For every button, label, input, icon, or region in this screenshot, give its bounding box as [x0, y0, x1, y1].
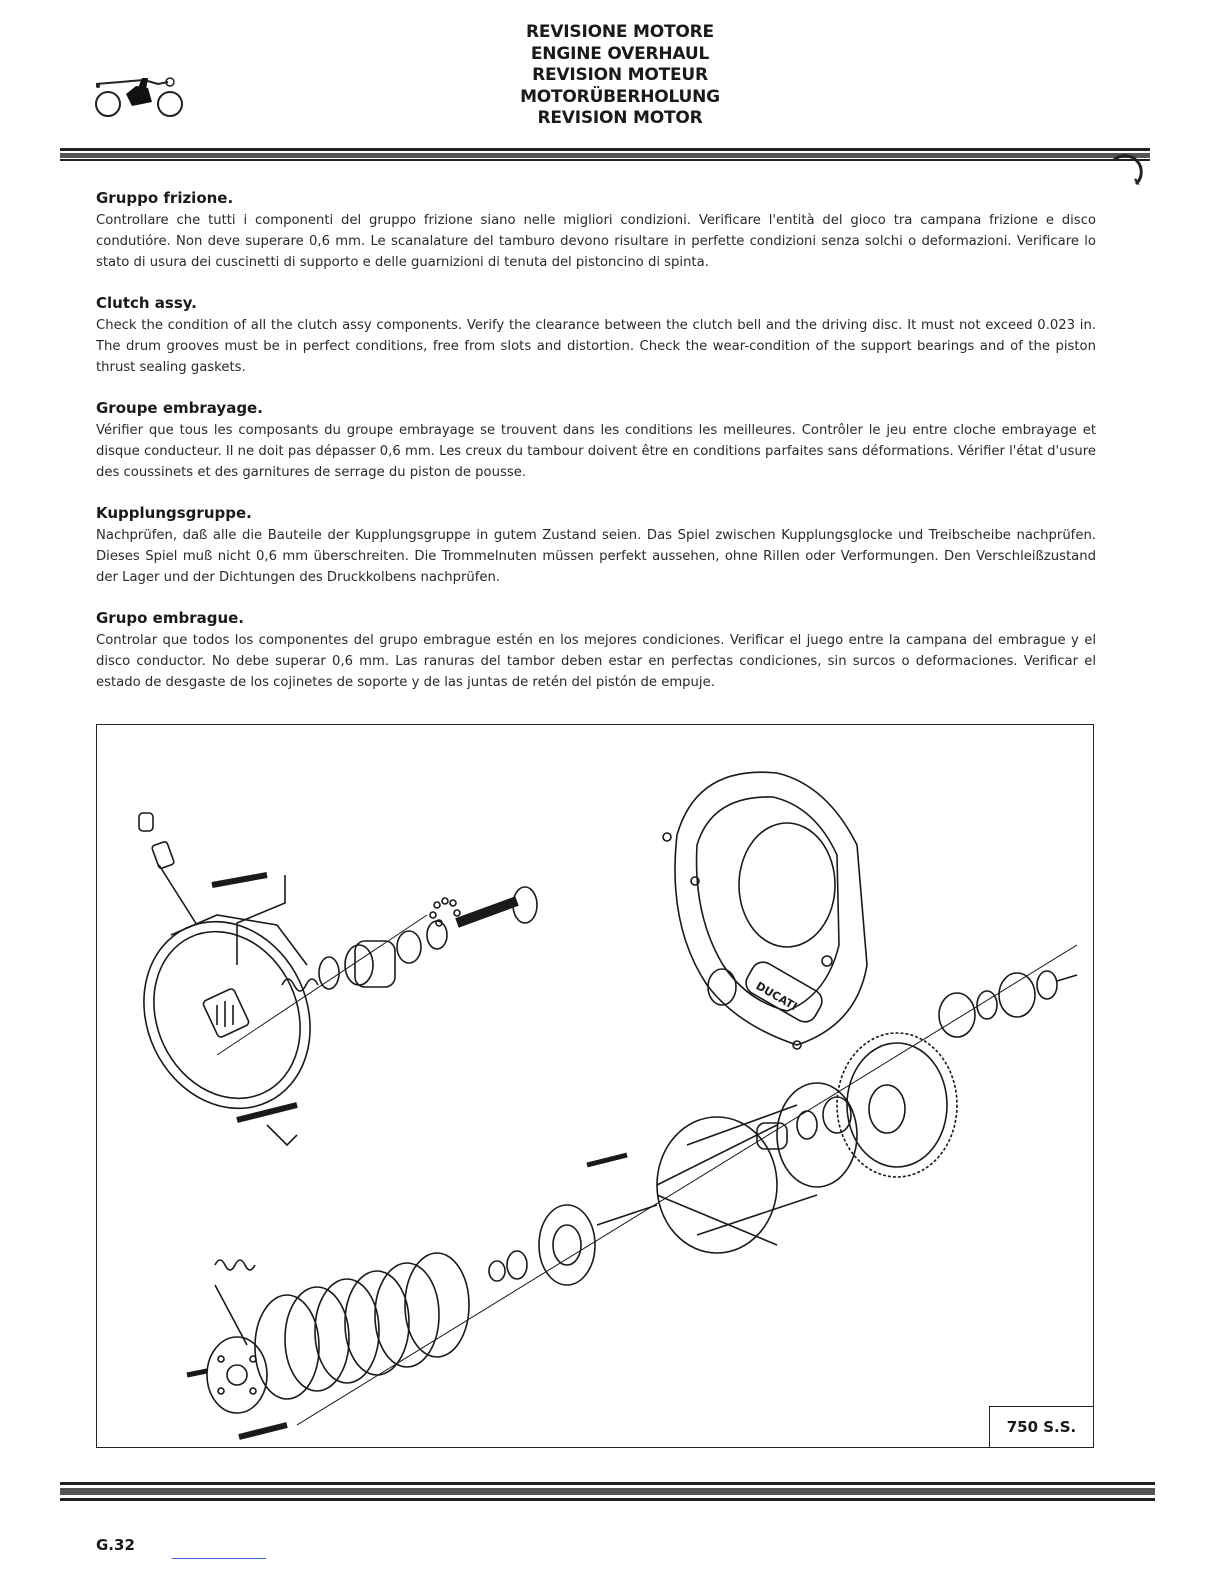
content — [96, 188, 1096, 713]
title-de: MOTORÜBERHOLUNG — [520, 86, 720, 107]
motorcycle-icon — [88, 70, 188, 122]
section-body: Controllare che tutti i componenti del gruppo frizione siano nelle migliori condizioni. Verificare l'entità del gioco tra campana frizione e disco condutióre. Non deve superare 0,6 mm. Le scanalature del tamburo devono risultare in perfette condizioni senza solchi o deformazioni. Verificare lo stato di usura dei cuscinetti di supporto e delle guarnizioni di tenuta del pistoncino di spinta. — [96, 213, 1096, 270]
section-body: Check the condition of all the clutch assy components. Verify the clearance between the clutch bell and the driving disc. It must not exceed 0.023 in. The drum grooves must be in perfect conditions, free from slots and distortion. Check the wear-condition of the support bearings and of the piston thrust sealing gaskets. — [96, 318, 1096, 375]
model-label: 750 S.S. — [989, 1406, 1093, 1447]
section-body: Controlar que todos los componentes del grupo embrague estén en los mejores condiciones. Verificar el juego entre la campana del embrague y el disco conductor. No debe superar 0,6 mm. Las ranuras del tambor deben estar en perfectas condiciones, sin surcos o deformaciones. Verificar el estado de desgaste de los cojinetes de soporte y de las juntas de retén del pistón de empuje. — [96, 633, 1096, 690]
title-it: REVISIONE MOTORE — [526, 22, 714, 42]
title-es: REVISION MOTOR — [537, 108, 703, 128]
inner-hub — [539, 1205, 657, 1285]
primary-gear — [837, 1033, 957, 1177]
section-heading: Clutch assy. — [96, 294, 197, 312]
section-english — [96, 293, 1096, 378]
clutch-basket — [657, 1083, 857, 1253]
section-body: Nachprüfen, daß alle die Bauteile der Kupplungsgruppe in gutem Zustand seien. Das Spiel zwischen Kupplungsglocke und Treibscheibe nachprüfen. Dieses Spiel muß nicht 0,6 mm überschreiten. Die Trommelnuten müssen perfekt aussehen, ohne Rillen oder Verformungen. Den Verschleißzustand der Lager und der Dichtungen des Druckkolbens nachprüfen. — [96, 528, 1096, 585]
title-fr: REVISION MOTEUR — [532, 65, 708, 85]
top-rule — [60, 148, 1150, 162]
section-heading: Gruppo frizione. — [96, 189, 234, 207]
diagram-drawing — [97, 725, 1093, 1447]
ring-mark-icon — [1106, 140, 1152, 188]
section-heading: Groupe embrayage. — [96, 399, 263, 417]
title-en: ENGINE OVERHAUL — [530, 43, 710, 64]
header-titles — [380, 22, 860, 130]
bottom-rule — [60, 1482, 1155, 1504]
section-heading: Kupplungsgruppe. — [96, 504, 252, 522]
page-number: G.32 — [96, 1536, 135, 1554]
clutch-plates — [255, 1253, 469, 1399]
section-heading: Grupo embrague. — [96, 609, 245, 627]
section-french — [96, 398, 1096, 483]
clutch-cover — [114, 894, 340, 1136]
section-german — [96, 503, 1096, 588]
footer-link-underline[interactable] — [172, 1558, 266, 1559]
cover-logo-text: DUCATI — [753, 979, 800, 1014]
clutch-exploded-diagram — [96, 724, 1094, 1448]
section-italian — [96, 188, 1096, 273]
engine-cover — [663, 772, 867, 1049]
section-spanish — [96, 608, 1096, 693]
section-body: Vérifier que tous les composants du groupe embrayage se trouvent dans les conditions les meilleures. Contrôler le jeu entre cloche embrayage et disque conducteur. Il ne doit pas dépasser 0,6 mm. Les creux du tambour doivent être en conditions parfaites sans déformations. Vérifier l'état d'usure des coussinets et des garnitures de serrage du piston de pousse. — [96, 423, 1096, 480]
